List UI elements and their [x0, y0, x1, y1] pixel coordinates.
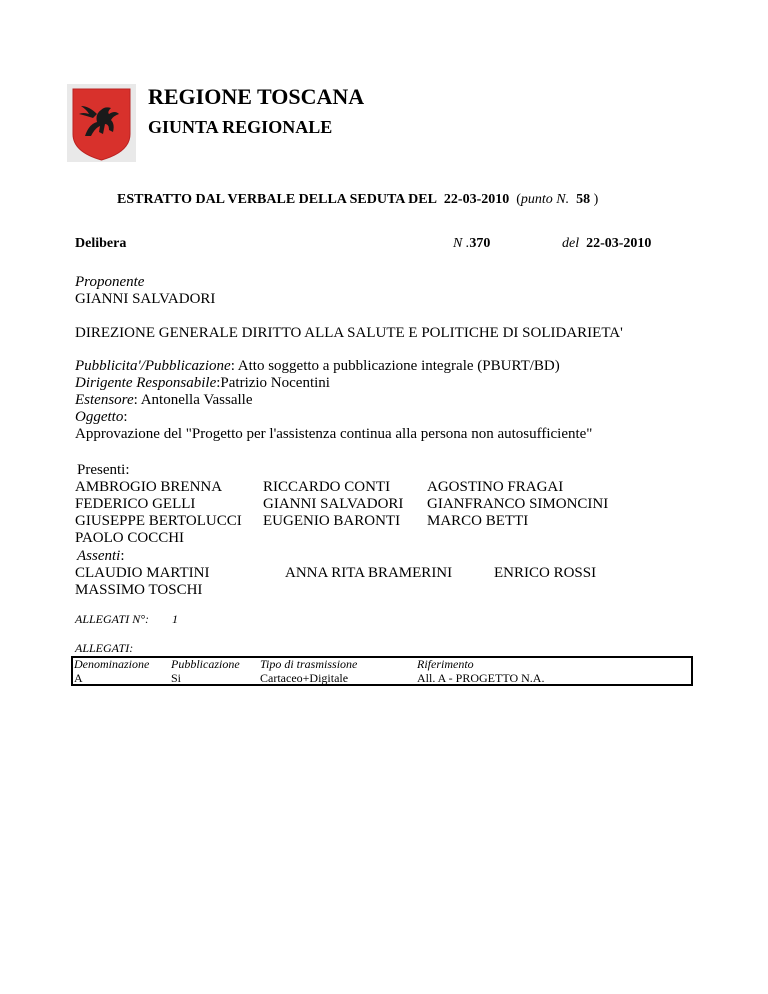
pegasus-coat-of-arms-icon	[67, 84, 136, 162]
presenti-name: GIANNI SALVADORI	[263, 496, 404, 512]
allegati-n-value: 1	[172, 612, 178, 626]
assenti-name: ENRICO ROSSI	[494, 565, 597, 581]
estensore-line: Estensore: Antonella Vassalle	[75, 392, 253, 408]
presenti-name: AGOSTINO FRAGAI	[427, 479, 564, 495]
presenti-name: GIUSEPPE BERTOLUCCI	[75, 513, 242, 529]
assenti-name: ANNA RITA BRAMERINI	[285, 565, 453, 581]
table-cell: Cartaceo+Digitale	[260, 671, 349, 685]
presenti-name: MARCO BETTI	[427, 513, 529, 529]
presenti-label: Presenti:	[77, 462, 130, 478]
assenti-name: CLAUDIO MARTINI	[75, 565, 210, 581]
dirigente-line: Dirigente Responsabile:Patrizio Nocentini	[75, 375, 330, 391]
estratto-label: ESTRATTO DAL VERBALE DELLA SEDUTA DEL	[117, 192, 437, 207]
direzione: DIREZIONE GENERALE DIRITTO ALLA SALUTE E POLITICHE DI SOLIDARIETA'	[75, 325, 623, 341]
allegati-n-label: ALLEGATI N°:	[75, 612, 150, 626]
table-header-tipo: Tipo di trasmissione	[260, 657, 358, 671]
table-cell: A	[74, 671, 83, 685]
punto-value: 58	[576, 192, 591, 207]
presenti-name: FEDERICO GELLI	[75, 496, 196, 512]
oggetto-value: Approvazione del "Progetto per l'assistenza continua alla persona non autosufficiente"	[75, 426, 593, 442]
estratto-date: 22-03-2010	[443, 192, 510, 207]
estratto-line: ESTRATTO DAL VERBALE DELLA SEDUTA DEL 22-03-2010 (punto N. 58 )	[117, 192, 599, 207]
pubblicita-line: Pubblicita'/Pubblicazione: Atto soggetto a pubblicazione integrale (PBURT/BD)	[75, 358, 560, 374]
table-cell: Si	[171, 671, 182, 685]
presenti-name: GIANFRANCO SIMONCINI	[427, 496, 609, 512]
page-title: REGIONE TOSCANA	[148, 84, 365, 109]
presenti-name: PAOLO COCCHI	[75, 530, 185, 546]
table-header-denominazione: Denominazione	[74, 657, 150, 671]
delibera-number: N .370	[453, 236, 491, 251]
delibera-number-value: 370	[469, 236, 491, 251]
table-cell: All. A - PROGETTO N.A.	[417, 671, 545, 685]
proponente-label: Proponente	[75, 274, 145, 290]
delibera-date-value: 22-03-2010	[586, 236, 652, 251]
presenti-name: RICCARDO CONTI	[263, 479, 391, 495]
assenti-name: MASSIMO TOSCHI	[75, 582, 203, 598]
delibera-label: Delibera	[75, 236, 127, 251]
delibera-date: del 22-03-2010	[562, 236, 652, 251]
page-subtitle: GIUNTA REGIONALE	[148, 117, 333, 137]
table-header-riferimento: Riferimento	[417, 657, 474, 671]
presenti-name: EUGENIO BARONTI	[263, 513, 401, 529]
punto-label: punto N.	[520, 192, 570, 207]
allegati-table	[71, 656, 693, 686]
allegati-label: ALLEGATI:	[75, 641, 134, 655]
assenti-label-line: Assenti:	[77, 548, 125, 564]
oggetto-label-line: Oggetto:	[75, 409, 128, 425]
proponente-name: GIANNI SALVADORI	[75, 291, 216, 307]
presenti-name: AMBROGIO BRENNA	[75, 479, 223, 495]
table-header-pubblicazione: Pubblicazione	[171, 657, 240, 671]
